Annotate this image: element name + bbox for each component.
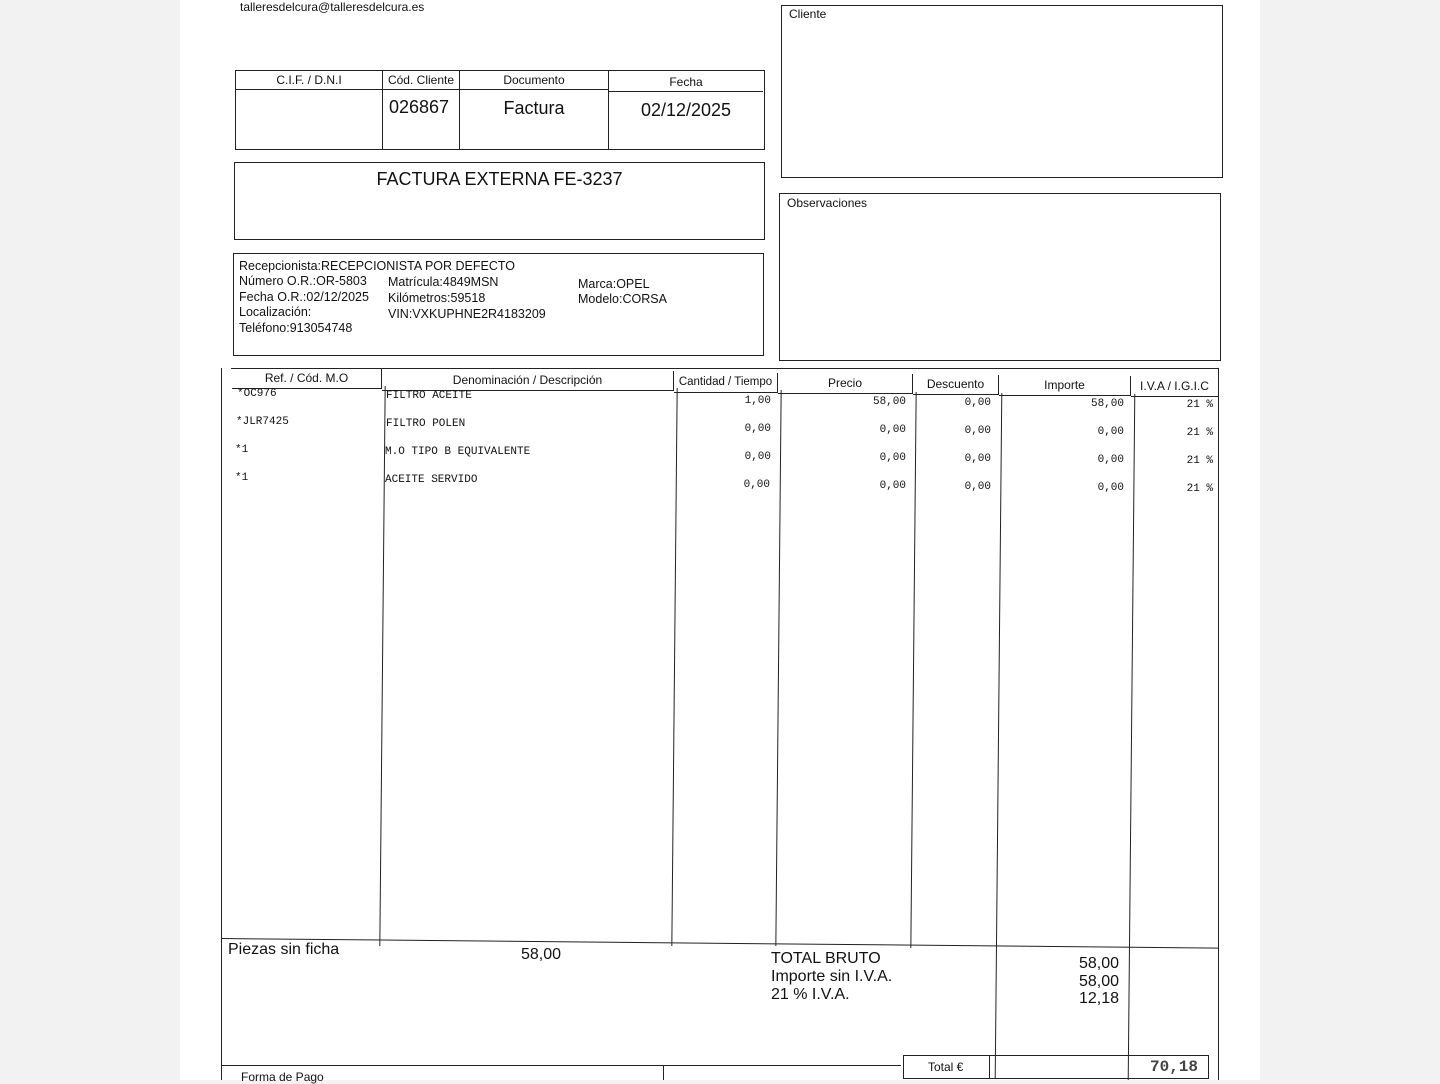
row-vat: 21 % bbox=[1186, 483, 1213, 495]
invoice-title-box bbox=[234, 162, 765, 240]
client-code-cell bbox=[383, 71, 460, 149]
importe-sin-iva-label: Importe sin I.V.A. bbox=[771, 968, 893, 985]
row-qty: 0,00 bbox=[744, 423, 771, 435]
observations-box bbox=[779, 193, 1221, 361]
items-table bbox=[221, 368, 1220, 1084]
localizacion: Localización: bbox=[239, 305, 312, 319]
marca: Marca:OPEL bbox=[578, 277, 650, 291]
document-value: Factura bbox=[503, 98, 565, 118]
col-disc-header: Descuento bbox=[913, 375, 999, 395]
row-ref: *JLR7425 bbox=[236, 416, 289, 428]
col-desc-header: Denominación / Descripción bbox=[382, 371, 674, 391]
row-amount: 58,00 bbox=[1090, 398, 1124, 410]
forma-pago-label: Forma de Pago bbox=[241, 1070, 324, 1084]
row-discount: 0,00 bbox=[964, 481, 991, 493]
col-vat-header: I.V.A / I.G.I.C bbox=[1131, 377, 1218, 397]
col-ref-header: Ref. / Cód. M.O bbox=[232, 369, 382, 389]
row-ref: *1 bbox=[235, 444, 249, 456]
matricula: Matrícula:4849MSN bbox=[388, 275, 499, 289]
cif-label: C.I.F. / D.N.I bbox=[236, 71, 382, 90]
piezas-label: Piezas sin ficha bbox=[228, 941, 340, 958]
document-cell bbox=[460, 71, 609, 149]
row-amount: 0,00 bbox=[1097, 482, 1124, 494]
row-price: 0,00 bbox=[879, 452, 906, 464]
row-desc: FILTRO POLEN bbox=[386, 418, 466, 430]
client-code-value: 026867 bbox=[389, 97, 450, 117]
row-desc: ACEITE SERVIDO bbox=[385, 474, 478, 486]
row-vat: 21 % bbox=[1186, 427, 1213, 439]
piezas-value: 58,00 bbox=[521, 946, 562, 963]
iva-value: 12,18 bbox=[1078, 990, 1119, 1007]
row-discount: 0,00 bbox=[964, 425, 991, 437]
row-qty: 1,00 bbox=[744, 395, 771, 407]
row-price: 58,00 bbox=[872, 396, 906, 408]
numero-or: Número O.R.:OR-5803 bbox=[239, 274, 367, 288]
row-qty: 0,00 bbox=[743, 479, 770, 491]
company-email: talleresdelcura@talleresdelcura.es bbox=[240, 0, 425, 14]
row-ref: *OC976 bbox=[237, 388, 277, 400]
order-info-box bbox=[233, 253, 764, 356]
row-price: 0,00 bbox=[879, 480, 906, 492]
cif-cell bbox=[236, 71, 383, 149]
total-bruto-label: TOTAL BRUTO bbox=[771, 950, 881, 967]
client-label: Cliente bbox=[789, 7, 827, 21]
header-grid bbox=[235, 70, 765, 150]
row-discount: 0,00 bbox=[964, 453, 991, 465]
total-label: Total € bbox=[928, 1060, 964, 1074]
row-desc: M.O TIPO B EQUIVALENTE bbox=[385, 446, 531, 458]
date-cell bbox=[609, 71, 763, 149]
kilometros: Kilómetros:59518 bbox=[388, 291, 486, 305]
importe-sin-iva-value: 58,00 bbox=[1078, 973, 1119, 990]
client-code-label: Cód. Cliente bbox=[383, 71, 459, 90]
document-label: Documento bbox=[460, 71, 608, 90]
col-amount-header: Importe bbox=[999, 376, 1131, 396]
col-price-header: Precio bbox=[778, 374, 913, 394]
row-desc: FILTRO ACEITE bbox=[386, 390, 472, 402]
total-box bbox=[903, 1055, 1209, 1079]
row-vat: 21 % bbox=[1186, 455, 1213, 467]
iva-label: 21 % I.V.A. bbox=[771, 986, 850, 1003]
row-discount: 0,00 bbox=[964, 397, 991, 409]
recepcionista: Recepcionista:RECEPCIONISTA POR DEFECTO bbox=[239, 259, 516, 273]
row-amount: 0,00 bbox=[1097, 426, 1124, 438]
modelo: Modelo:CORSA bbox=[578, 292, 667, 306]
row-vat: 21 % bbox=[1186, 399, 1213, 411]
row-price: 0,00 bbox=[879, 424, 906, 436]
total-bruto-value: 58,00 bbox=[1078, 955, 1119, 972]
date-value: 02/12/2025 bbox=[640, 100, 732, 120]
telefono: Teléfono:913054748 bbox=[239, 321, 353, 335]
row-amount: 0,00 bbox=[1097, 454, 1124, 466]
invoice-title: FACTURA EXTERNA FE-3237 bbox=[376, 169, 623, 189]
col-qty-header: Cantidad / Tiempo bbox=[674, 373, 778, 393]
fecha-or: Fecha O.R.:02/12/2025 bbox=[239, 290, 369, 304]
vin: VIN:VXKUPHNE2R4183209 bbox=[388, 307, 546, 321]
client-box bbox=[781, 5, 1223, 178]
row-qty: 0,00 bbox=[744, 451, 771, 463]
row-ref: *1 bbox=[235, 472, 249, 484]
total-value: 70,18 bbox=[1149, 1058, 1198, 1076]
observations-label: Observaciones bbox=[787, 196, 868, 210]
date-label: Fecha bbox=[609, 73, 763, 92]
